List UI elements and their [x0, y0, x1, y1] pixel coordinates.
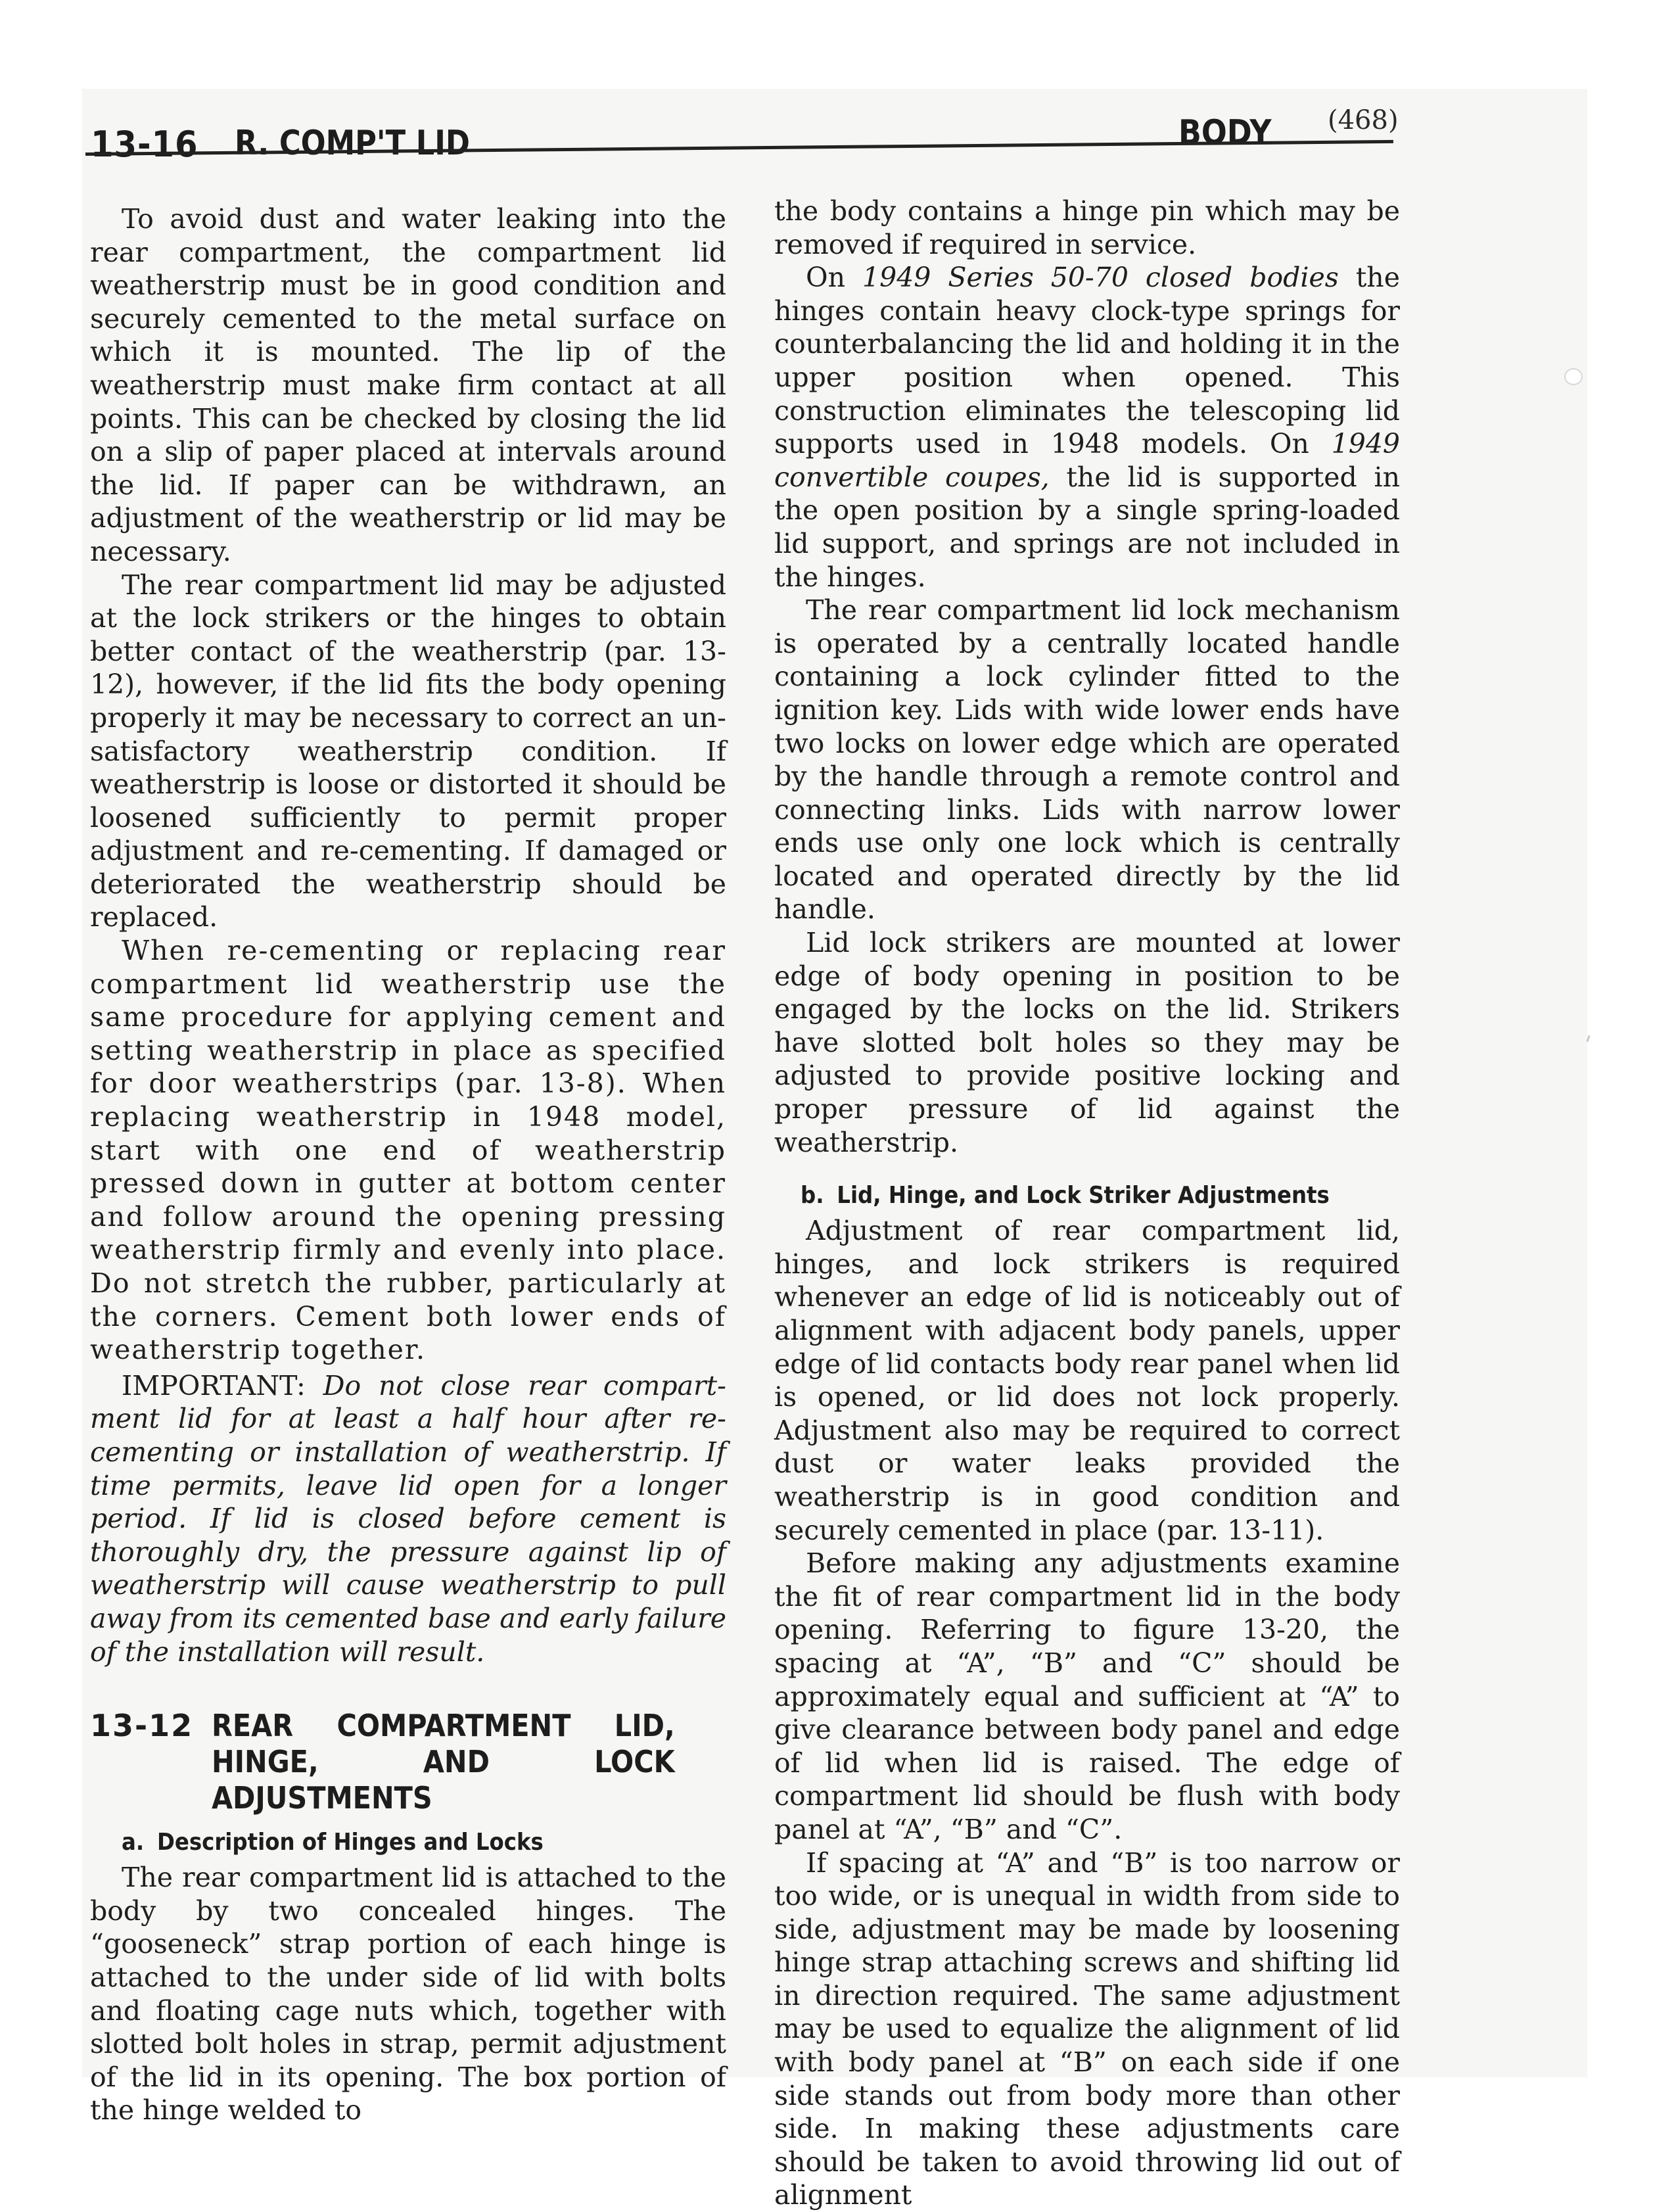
paragraph: Before making any adjustments examine the fit of rear compartment lid in the body opening. Referring to figure 13-20, the spacing at “A”, “B” and “C” should be approximately equal and sufficient at “A” to give clearance between body panel and edge of lid when lid is raised. The edge of compartment lid should be flush with body panel at “A”, “B” and “C”. [774, 1547, 1400, 1846]
text-run: the hinges contain heavy clock-type springs for counterbalancing the lid and holding it in the upper position when opened. This construction eliminates the telescoping lid supports used in 1948 models. On [774, 262, 1400, 459]
paragraph: If spacing at “A” and “B” is too narrow or too wide, or is unequal in width from side to side, adjustment may be made by loosening hinge strap attaching screws and shifting lid in direction required. The same adjustment may be used to equalize the alignment of lid with body panel at “B” on each side if one side stands out from body more than other side. In making these adjustments care should be taken to avoid throwing lid out of alignment [774, 1847, 1400, 2212]
text-run: the lid is supported in the open position by a single spring-loaded lid support, and springs are not included in the hinges. [774, 461, 1400, 593]
paragraph: When re-cementing or replacing rear compartment lid weatherstrip use the same procedure for applying cement and setting weatherstrip in place as specified for door weatherstrips (par. 13-8). When replacing weatherstrip in 1948 model, start with one end of weatherstrip pressed down in gutter at bottom center and follow around the opening pressing weatherstrip firmly and evenly into place. Do not stretch the rubber, particularly at the corners. Cement both lower ends of weatherstrip together. [90, 934, 726, 1367]
subheading-title: Lid, Hinge, and Lock Striker Adjustments [837, 1182, 1330, 1209]
important-note [90, 1369, 726, 1668]
text-run: On [806, 262, 845, 293]
paragraph: The rear compartment lid is attached to the body by two concealed hinges. The “gooseneck” strap portion of each hinge is attached to the under side of lid with bolts and floating cage nuts which, together with slotted bolt holes in strap, permit adjustment of the lid in its opening. The box portion of the hinge welded to [90, 1861, 726, 2127]
left-column [90, 202, 726, 2127]
paragraph: Adjustment of rear compartment lid, hinges, and lock strikers is required whenever an edge of lid is noticeably out of alignment with adjacent body panels, upper edge of lid contacts body rear panel when lid is opened, or lid does not lock properly. Adjustment also may be required to correct dust or water leaks provided the weatherstrip is in good condition and securely cemented in place (par. 13-11). [774, 1214, 1400, 1547]
paragraph: Lid lock strikers are mounted at lower edge of body opening in position to be engaged by the locks on the lid. Strikers have slotted bolt holes so they may be adjusted to provide positive locking and proper pressure of lid against the weatherstrip. [774, 926, 1400, 1159]
subheading-letter: b. [801, 1182, 824, 1209]
running-header [85, 112, 1397, 161]
subheading-b [801, 1181, 1340, 1210]
paragraph [774, 261, 1400, 594]
paragraph: The rear compartment lid lock mechanism is operated by a centrally located handle containing a lock cylinder fitted to the ignition key. Lids with wide lower ends have two locks on lower edge which are operated by the handle through a remote control and connecting links. Lids with narrow lower ends use only one lock which is centrally located and operated directly by the lid handle. [774, 594, 1400, 926]
section-heading [90, 1708, 726, 1816]
header-section-title: R. COMP'T LID [235, 124, 470, 163]
page-number: (468) [1328, 105, 1399, 135]
section-heading-number: 13-12 [90, 1708, 212, 1816]
subheading-title: Description of Hinges and Locks [157, 1829, 544, 1856]
subheading-a [122, 1828, 666, 1857]
italic-model-name: 1949 Series 50-70 closed bodies [862, 262, 1339, 293]
paragraph-continuation: the body contains a hinge pin which may be removed if required in service. [774, 195, 1400, 261]
section-heading-title: REAR COMPARTMENT LID, HINGE, AND LOCK ADJUSTMENTS [212, 1708, 675, 1816]
paragraph: To avoid dust and water leaking into the rear compartment, the compartment lid weatherstrip must be in good condition and securely cemented to the metal surface on which it is mounted. The lip of the weatherstrip must make firm contact at all points. This can be checked by closing the lid on a slip of paper placed at intervals around the lid. If paper can be withdrawn, an adjustment of the weatherstrip or lid may be necessary. [90, 202, 726, 569]
italic-model-name: 1949 convertible coupes, [774, 428, 1400, 493]
important-text: Do not close rear compartment lid for at least a half hour after recementing or installation of weatherstrip. If time permits, leave lid open for a longer period. If lid is closed before cement is thoroughly dry, the pressure against lip of weatherstrip will cause weatherstrip to pull away from its cemented base and early failure of the installation will result. [90, 1370, 726, 1668]
right-column [774, 195, 1400, 2212]
paragraph: The rear compartment lid may be adjusted at the lock strikers or the hinges to obtain better contact of the weatherstrip (par. 13-12), however, if the lid fits the body opening properly it may be necessary to correct an unsatisfactory weatherstrip condition. If weatherstrip is loose or distorted it should be loosened sufficiently to permit proper adjustment and re-cementing. If damaged or deteriorated the weatherstrip should be replaced. [90, 569, 726, 935]
header-section-number: 13-16 [91, 124, 198, 165]
subheading-letter: a. [122, 1829, 144, 1856]
important-label: IMPORTANT: [122, 1370, 306, 1401]
header-chapter-title: BODY [1178, 113, 1272, 153]
binder-hole-mark [1564, 368, 1583, 385]
